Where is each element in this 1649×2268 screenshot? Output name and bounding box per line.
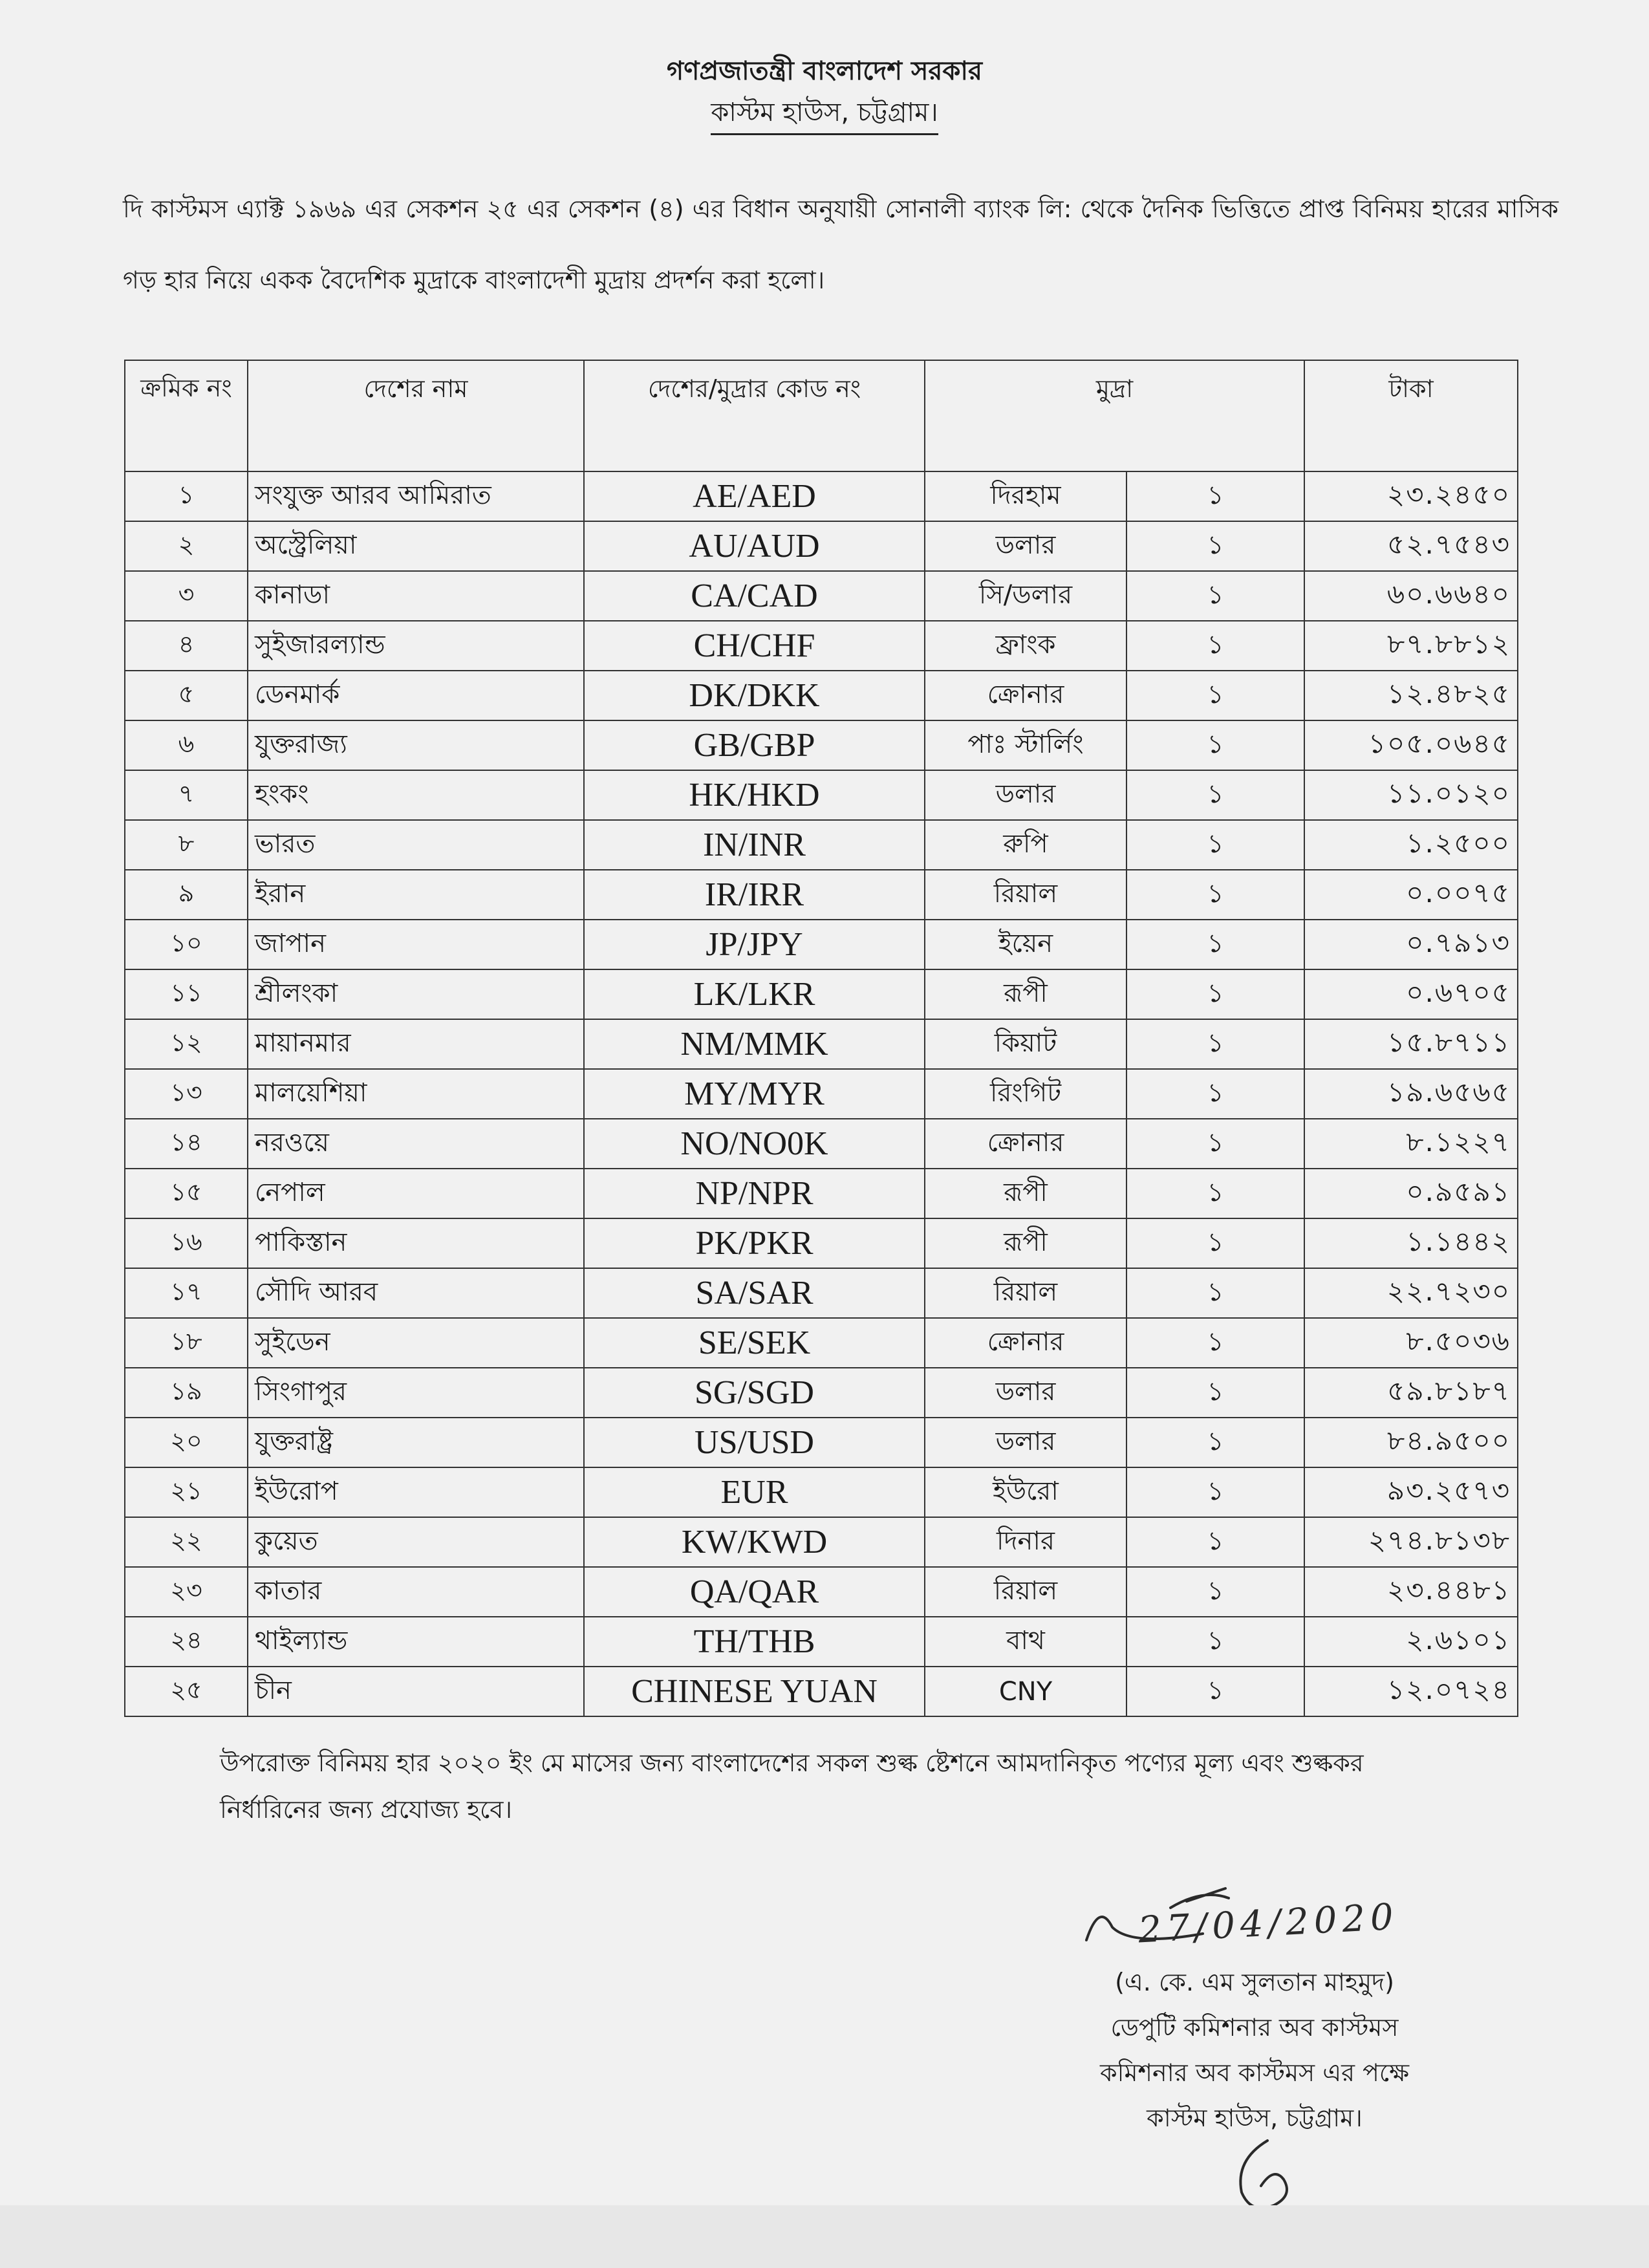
cell-currency: রিয়াল [925, 1567, 1126, 1617]
cell-taka: ৬০.৬৬৪০ [1304, 571, 1518, 621]
table-row [125, 1667, 1518, 1716]
cell-currency: দিনার [925, 1517, 1126, 1567]
table-row [125, 1069, 1518, 1119]
cell-code: CA/CAD [584, 571, 925, 621]
cell-taka: ১.২৫০০ [1304, 820, 1518, 870]
cell-country: ইরান [248, 870, 584, 920]
cell-unit: ১ [1126, 1218, 1304, 1268]
table-row [125, 870, 1518, 920]
cell-unit: ১ [1126, 471, 1304, 521]
intro-paragraph: দি কাস্টমস এ্যাক্ট ১৯৬৯ এর সেকশন ২৫ এর সেকশন (৪) এর বিধান অনুযায়ী সোনালী ব্যাংক লি: থেকে দৈনিক ভিত্তিতে প্রাপ্ত বিনিময় হারের মাসিক গড় হার নিয়ে একক বৈদেশিক মুদ্রাকে বাংলাদেশী মুদ্রায় প্রদর্শন করা হলো। [123, 195, 1558, 294]
table-header-row [125, 360, 1518, 471]
cell-currency: রূপী [925, 1218, 1126, 1268]
cell-serial: ৬ [125, 720, 248, 770]
cell-taka: ২৭৪.৮১৩৮ [1304, 1517, 1518, 1567]
table-row [125, 521, 1518, 571]
cell-currency: সি/ডলার [925, 571, 1126, 621]
cell-unit: ১ [1126, 1019, 1304, 1069]
exchange-rate-table [124, 360, 1518, 1717]
cell-code: CHINESE YUAN [584, 1667, 925, 1716]
cell-code: PK/PKR [584, 1218, 925, 1268]
cell-unit: ১ [1126, 521, 1304, 571]
cell-serial: ১৬ [125, 1218, 248, 1268]
cell-unit: ১ [1126, 1119, 1304, 1169]
cell-code: TH/THB [584, 1617, 925, 1667]
cell-taka: ১৯.৬৫৬৫ [1304, 1069, 1518, 1119]
cell-country: কাতার [248, 1567, 584, 1617]
cell-unit: ১ [1126, 1368, 1304, 1418]
header-currency: মুদ্রা [925, 360, 1304, 471]
table-body [125, 471, 1518, 1716]
cell-unit: ১ [1126, 621, 1304, 671]
cell-taka: ০.৯৫৯১ [1304, 1169, 1518, 1218]
cell-taka: ২৩.৪৪৮১ [1304, 1567, 1518, 1617]
cell-taka: ৯৩.২৫৭৩ [1304, 1467, 1518, 1517]
cell-country: হংকং [248, 770, 584, 820]
cell-unit: ১ [1126, 870, 1304, 920]
signer-name: (এ. কে. এম সুলতান মাহমুদ) [1115, 1968, 1394, 1996]
cell-country: ডেনমার্ক [248, 671, 584, 720]
cell-country: নেপাল [248, 1169, 584, 1218]
cell-serial: ২২ [125, 1517, 248, 1567]
table-row [125, 1418, 1518, 1467]
cell-country: সিংগাপুর [248, 1368, 584, 1418]
cell-country: থাইল্যান্ড [248, 1617, 584, 1667]
cell-currency: রিয়াল [925, 1268, 1126, 1318]
cell-unit: ১ [1126, 1169, 1304, 1218]
signer-on-behalf: কমিশনার অব কাস্টমস এর পক্ষে [1100, 2058, 1409, 2087]
table-row [125, 1218, 1518, 1268]
cell-taka: ১২.৪৮২৫ [1304, 671, 1518, 720]
cell-currency: রিয়াল [925, 870, 1126, 920]
cell-currency: দিরহাম [925, 471, 1126, 521]
cell-taka: ০.০০৭৫ [1304, 870, 1518, 920]
cell-code: IR/IRR [584, 870, 925, 920]
table-row [125, 1318, 1518, 1368]
cell-unit: ১ [1126, 671, 1304, 720]
cell-code: AU/AUD [584, 521, 925, 571]
cell-currency: ক্রোনার [925, 671, 1126, 720]
cell-serial: ৪ [125, 621, 248, 671]
cell-code: SG/SGD [584, 1368, 925, 1418]
cell-unit: ১ [1126, 1517, 1304, 1567]
cell-country: পাকিস্তান [248, 1218, 584, 1268]
signer-office: কাস্টম হাউস, চট্টগ্রাম। [1147, 2104, 1363, 2132]
cell-serial: ১০ [125, 920, 248, 969]
cell-currency: রুপি [925, 820, 1126, 870]
cell-unit: ১ [1126, 1617, 1304, 1667]
cell-unit: ১ [1126, 571, 1304, 621]
cell-serial: ২০ [125, 1418, 248, 1467]
cell-taka: ১০৫.০৬৪৫ [1304, 720, 1518, 770]
cell-code: AE/AED [584, 471, 925, 521]
cell-taka: ৫৯.৮১৮৭ [1304, 1368, 1518, 1418]
cell-country: শ্রীলংকা [248, 969, 584, 1019]
cell-taka: ২.৬১০১ [1304, 1617, 1518, 1667]
cell-country: সুইডেন [248, 1318, 584, 1368]
cell-currency: রূপী [925, 1169, 1126, 1218]
cell-country: সংযুক্ত আরব আমিরাত [248, 471, 584, 521]
cell-taka: ৮.১২২৭ [1304, 1119, 1518, 1169]
cell-currency: রিংগিট [925, 1069, 1126, 1119]
cell-unit: ১ [1126, 969, 1304, 1019]
cell-serial: ১৮ [125, 1318, 248, 1368]
cell-country: কুয়েত [248, 1517, 584, 1567]
cell-code: DK/DKK [584, 671, 925, 720]
table-row [125, 820, 1518, 870]
cell-code: SA/SAR [584, 1268, 925, 1318]
cell-currency: ডলার [925, 1418, 1126, 1467]
cell-taka: ১২.০৭২৪ [1304, 1667, 1518, 1716]
header-country: দেশের নাম [248, 360, 584, 471]
cell-taka: ০.৭৯১৩ [1304, 920, 1518, 969]
cell-serial: ১৩ [125, 1069, 248, 1119]
cell-taka: ১.১৪৪২ [1304, 1218, 1518, 1268]
cell-code: KW/KWD [584, 1517, 925, 1567]
table-row [125, 1169, 1518, 1218]
cell-country: মালয়েশিয়া [248, 1069, 584, 1119]
cell-country: মায়ানমার [248, 1019, 584, 1069]
table-row [125, 1617, 1518, 1667]
cell-serial: ১৭ [125, 1268, 248, 1318]
table-row [125, 1268, 1518, 1318]
table-row [125, 920, 1518, 969]
cell-unit: ১ [1126, 820, 1304, 870]
cell-unit: ১ [1126, 1467, 1304, 1517]
cell-unit: ১ [1126, 1318, 1304, 1368]
cell-country: অস্ট্রেলিয়া [248, 521, 584, 571]
office-title: কাস্টম হাউস, চট্টগ্রাম। [711, 92, 938, 135]
cell-country: কানাডা [248, 571, 584, 621]
document-header [0, 50, 1649, 135]
signer-designation: ডেপুটি কমিশনার অব কাস্টমস [1110, 2013, 1399, 2042]
header-code: দেশের/মুদ্রার কোড নং [584, 360, 925, 471]
cell-code: JP/JPY [584, 920, 925, 969]
cell-code: HK/HKD [584, 770, 925, 820]
cell-unit: ১ [1126, 1667, 1304, 1716]
cell-serial: ১৯ [125, 1368, 248, 1418]
cell-serial: ৩ [125, 571, 248, 621]
cell-code: EUR [584, 1467, 925, 1517]
cell-taka: ৮.৫০৩৬ [1304, 1318, 1518, 1368]
cell-serial: ২৪ [125, 1617, 248, 1667]
cell-taka: ৫২.৭৫৪৩ [1304, 521, 1518, 571]
cell-serial: ২৩ [125, 1567, 248, 1617]
table-row [125, 720, 1518, 770]
cell-country: যুক্তরাজ্য [248, 720, 584, 770]
cell-serial: ২১ [125, 1467, 248, 1517]
cell-serial: ১২ [125, 1019, 248, 1069]
table-row [125, 770, 1518, 820]
cell-code: QA/QAR [584, 1567, 925, 1617]
cell-serial: ১৪ [125, 1119, 248, 1169]
cell-serial: ১৫ [125, 1169, 248, 1218]
cell-taka: ২২.৭২৩০ [1304, 1268, 1518, 1318]
cell-currency: রূপী [925, 969, 1126, 1019]
table-row [125, 1567, 1518, 1617]
table-row [125, 1019, 1518, 1069]
cell-currency: CNY [925, 1667, 1126, 1716]
cell-country: যুক্তরাষ্ট্র [248, 1418, 584, 1467]
cell-serial: ৯ [125, 870, 248, 920]
cell-country: ভারত [248, 820, 584, 870]
cell-country: সুইজারল্যান্ড [248, 621, 584, 671]
cell-code: NO/NO0K [584, 1119, 925, 1169]
cell-code: GB/GBP [584, 720, 925, 770]
cell-unit: ১ [1126, 770, 1304, 820]
cell-currency: ডলার [925, 521, 1126, 571]
header-serial: ক্রমিক নং [125, 360, 248, 471]
cell-currency: বাথ [925, 1617, 1126, 1667]
cell-serial: ১ [125, 471, 248, 521]
cell-country: চীন [248, 1667, 584, 1716]
table-row [125, 571, 1518, 621]
cell-code: IN/INR [584, 820, 925, 870]
table-row [125, 671, 1518, 720]
table-row [125, 621, 1518, 671]
cell-unit: ১ [1126, 1069, 1304, 1119]
cell-taka: ২৩.২৪৫০ [1304, 471, 1518, 521]
cell-serial: ৮ [125, 820, 248, 870]
cell-country: জাপান [248, 920, 584, 969]
cell-currency: ক্রোনার [925, 1318, 1126, 1368]
cell-code: NP/NPR [584, 1169, 925, 1218]
cell-taka: ৮৭.৮৮১২ [1304, 621, 1518, 671]
cell-code: US/USD [584, 1418, 925, 1467]
cell-currency: ফ্রাংক [925, 621, 1126, 671]
cell-currency: ক্রোনার [925, 1119, 1126, 1169]
cell-serial: ১১ [125, 969, 248, 1019]
cell-taka: ১৫.৮৭১১ [1304, 1019, 1518, 1069]
table-row [125, 471, 1518, 521]
cell-taka: ১১.০১২০ [1304, 770, 1518, 820]
cell-country: সৌদি আরব [248, 1268, 584, 1318]
cell-unit: ১ [1126, 1418, 1304, 1467]
table-row [125, 1119, 1518, 1169]
cell-currency: ডলার [925, 1368, 1126, 1418]
cell-country: ইউরোপ [248, 1467, 584, 1517]
cell-taka: ০.৬৭০৫ [1304, 969, 1518, 1019]
header-taka: টাকা [1304, 360, 1518, 471]
table-row [125, 1517, 1518, 1567]
government-title: গণপ্রজাতন্ত্রী বাংলাদেশ সরকার [667, 56, 982, 86]
cell-serial: ৫ [125, 671, 248, 720]
cell-serial: ২৫ [125, 1667, 248, 1716]
signature-date: 27/04/2020 [1137, 1895, 1400, 1952]
cell-taka: ৮৪.৯৫০০ [1304, 1418, 1518, 1467]
cell-code: LK/LKR [584, 969, 925, 1019]
cell-serial: ২ [125, 521, 248, 571]
scan-bottom-band [0, 2205, 1649, 2268]
cell-serial: ৭ [125, 770, 248, 820]
footnote-paragraph: উপরোক্ত বিনিময় হার ২০২০ ইং মে মাসের জন্য বাংলাদেশের সকল শুল্ক ষ্টেশনে আমদানিকৃত পণ্যের মূল্য এবং শুল্ককর নির্ধারিনের জন্য প্রযোজ্য হবে। [220, 1749, 1364, 1824]
table-row [125, 1467, 1518, 1517]
cell-currency: ডলার [925, 770, 1126, 820]
table-row [125, 1368, 1518, 1418]
cell-currency: পাঃ স্টার্লিং [925, 720, 1126, 770]
cell-currency: কিয়াট [925, 1019, 1126, 1069]
cell-currency: ইউরো [925, 1467, 1126, 1517]
cell-unit: ১ [1126, 920, 1304, 969]
cell-country: নরওয়ে [248, 1119, 584, 1169]
cell-unit: ১ [1126, 1567, 1304, 1617]
cell-code: CH/CHF [584, 621, 925, 671]
cell-code: NM/MMK [584, 1019, 925, 1069]
cell-code: MY/MYR [584, 1069, 925, 1119]
table-row [125, 969, 1518, 1019]
cell-unit: ১ [1126, 720, 1304, 770]
cell-unit: ১ [1126, 1268, 1304, 1318]
cell-code: SE/SEK [584, 1318, 925, 1368]
cell-currency: ইয়েন [925, 920, 1126, 969]
